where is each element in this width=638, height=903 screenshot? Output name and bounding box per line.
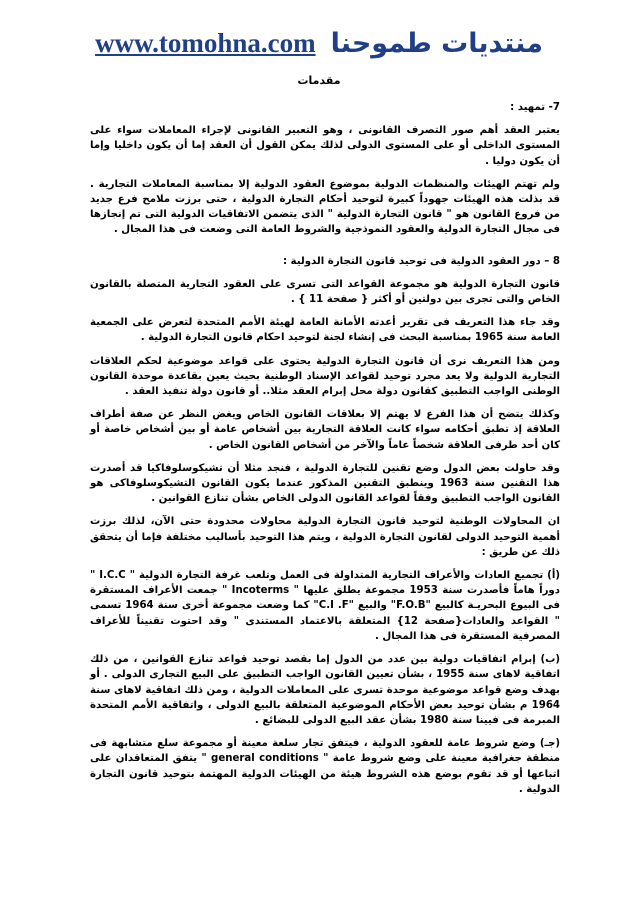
list-item-a: (أ) تجميع العادات والأعراف التجارية المتداولة فى العمل وتلعب غرفة التجارة الدولية " I.C.C " دوراً هاماً فأصدرت سنة 1953 مجموعة يطلق عليها " Incoterms " جمعت الأعراف المستقرة فى البيوع البحريـة كالبيع "F.O.B" والبيع "C.I .F" كما وضعت مجموعة أخرى سنة 1964 تسمى " القواعد والعادات{صفحة 12} المتعلقة بالاعتماد المستندى " وقد احتوت تقنيناً للأعراف المصرفية المستقرة فى هذا المجال . (90, 570, 560, 642)
section-7-heading: 7- تمهيد : (510, 102, 560, 113)
site-name: منتديات طموحنا (330, 28, 543, 59)
paragraph: قانون التجارة الدولية هو مجموعة القواعد التى تسرى على العقود التجارية المتصلة بالقانون الخاص والتى تجرى بين دولتين أو أكثر { صفحة 11 } . (90, 278, 560, 306)
section-8-heading: 8 – دور العقود الدولية فى توحيد قانون التجارة الدولية : (282, 255, 560, 267)
paragraph: ان المحاولات الوطنية لتوحيد قانون التجارة الدولية محاولات محدودة حتى الآن، لذلك برزت أهمية التوحيد الدولى لقانون التجارة الدولية ، ويتم هذا التوحيد بأساليب مختلفة فإما أن يتحقق ذلك عن طريق : (90, 516, 560, 558)
document-body (90, 100, 560, 805)
page-subtitle: مقدمات (297, 74, 341, 87)
paragraph: يعتبر العقد أهم صور التصرف القانونى ، وهو التعبير القانونى لإجراء المعاملات سواء على المستوى الداخلى أو على المستوى الدولى لذلك يمكن القول أن العقد إما أن يكون داخليا وإما أن يكون دوليا . (90, 125, 560, 167)
paragraph: وقد حاولت بعض الدول وضع تقنين للتجارة الدولية ، فنجد مثلا أن تشيكوسلوفاكيا قد أصدرت هذا التقنين سنة 1963 وينطبق التقنين المذكور عندما يكون القانون التشيكوسلوفاكى هو القانون الواجب التطبيق وفقاً لقواعد القانون الدولى الخاص بشأن تنازع القوانين . (90, 462, 560, 505)
site-url-link[interactable]: www.tomohna.com (95, 28, 316, 58)
list-item-b: (ب) إبرام اتفاقيات دولية بين عدد من الدول إما بقصد توحيد قواعد تنازع القوانين ، من ذلك اتفاقية لاهاى سنة 1955 ، بشأن تعيين القانون الواجب التطبيق على البيع التجارى الدولى . أو بهدف وضع قواعد موضوعية موحدة تسرى على المعاملات الدولية ، ومن ذلك اتفاقية لاهاى سنة 1964 م بشأن توحيد بعض الأحكام الموضوعية المتعلقة بالبيع الدولى ، واتفاقية الأمم المتحدة المبرمة فى فيينا سنة 1980 بشأن عقد البيع الدولى للبضائع . (90, 654, 560, 726)
paragraph: ومن هذا التعريف نرى أن قانون التجارة الدولية يحتوى على قواعد موضوعية لحكم العلاقات التجارية الدولية ولا يعد مجرد توحيد لقواعد الإسناد الوطنية بحيث يعين بقاعدة موحدة القانون الوطنى الواجب التطبيق كقانون دولة محل إبرام العقد مثلا.. أو قانون دولة تنفيذ العقد . (90, 355, 560, 398)
list-item-c: (جـ) وضع شروط عامة للعقود الدولية ، فيتفق تجار سلعة معينة أو مجموعة سلع متشابهة فى منطقة جغرافية معينة على وضع شروط عامة " general conditions " يتفق المتعاقدان على اتباعها أو قد تقوم بوضع هذه الشروط هيئة من الهيئات الدولية المهتمة بتوحيد قانون التجارة الدولية . (90, 738, 561, 795)
paragraph: ولم تهتم الهيئات والمنظمات الدولية بموضوع العقود الدولية إلا بمناسبة المعاملات التجارية . قد بذلت هذه الهيئات جهوداً كبيرة لتوحيد أحكام التجارة الدولية ، حتى برزت ملامح فرع جديد من فروع القانون هو " قانون التجارة الدولية " الذى يتضمن الاتفاقيات الدولية التى تم إنجازها فى مجال التجارة الدولية والعقود النموذجية والشروط العامة التى وضعت فى هذا المجال . (90, 178, 560, 236)
page-header (0, 28, 638, 59)
paragraph: وقد جاء هذا التعريف فى تقرير أعدته الأمانة العامة لهيئة الأمم المتحدة لتعرض على الجمعية العامة سنة 1965 بمناسبة البحث فى إنشاء لجنة لتوحيد احكام قانون التجارة الدولية . (90, 317, 560, 344)
paragraph: وكذلك يتضح أن هذا الفرع لا يهتم إلا بعلاقات القانون الخاص ويغض النظر عن صفة أطراف العلاقة إذ تطبق أحكامه سواء كانت العلاقة التجارية بين أشخاص عامة أو بين أشخاص خاصة أو كان أحد طرفى العلاقة شخصاً عاماً والآخر من أشخاص القانون الخاص . (90, 409, 560, 451)
